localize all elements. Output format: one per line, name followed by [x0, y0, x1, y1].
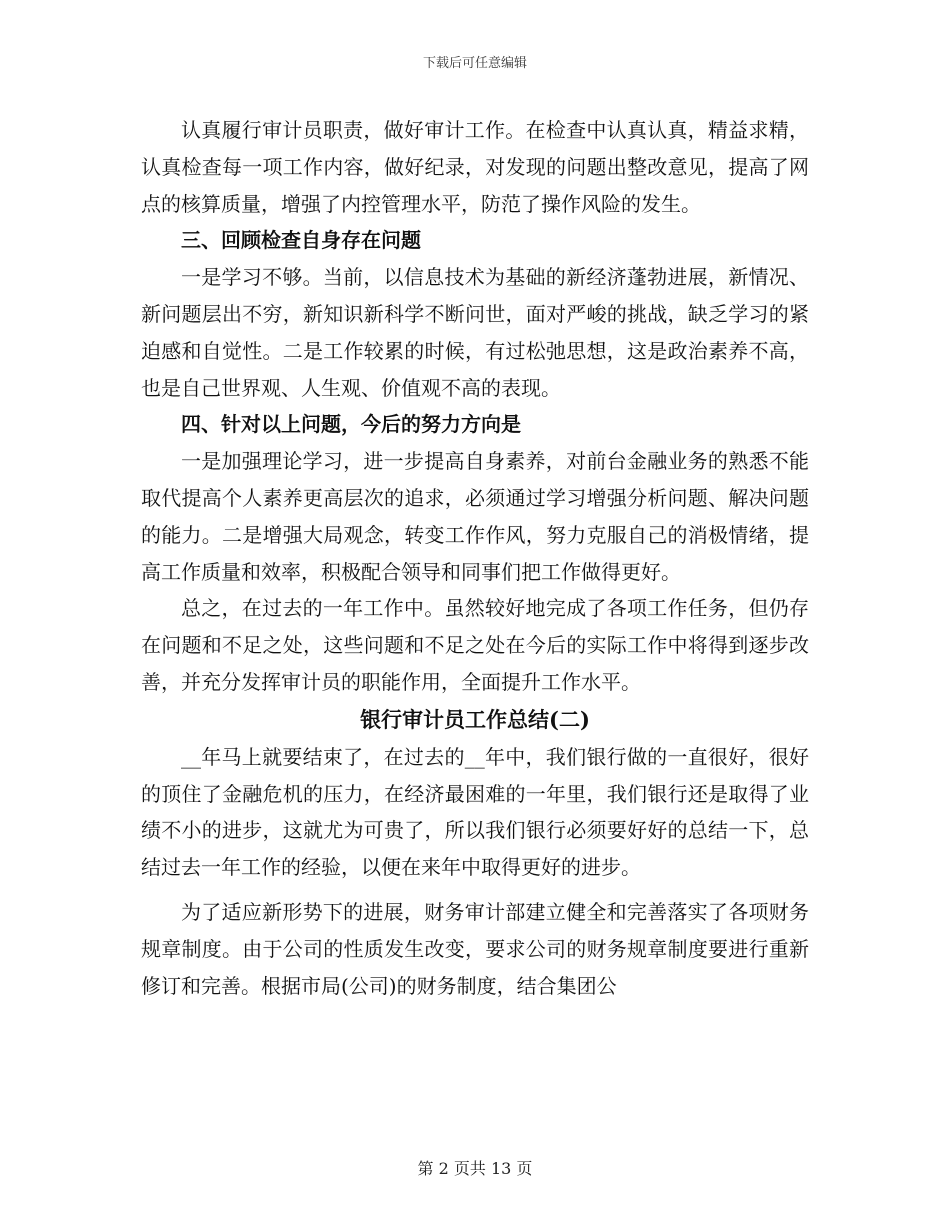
heading-section-3: 三、回顾检查自身存在问题 [181, 228, 421, 253]
page-footer: 第 2 页共 13 页 [417, 1159, 533, 1178]
paragraph-audit-duties: 认真履行审计员职责，做好审计工作。在检查中认真认真，精益求精，认真检查每一项工作内容，做好纪录，对发现的问题出整改意见，提高了网点的核算质量，增强了内控管理水平，防范了操作风险的发生。 [141, 118, 809, 216]
paragraph-improvements: 一是加强理论学习，进一步提高自身素养，对前台金融业务的熟悉不能取代提高个人素养更高层次的追求，必须通过学习增强分析问题、解决问题的能力。二是增强大局观念，转变工作作风，努力克服自己的消极情绪，提高工作质量和效率，积极配合领导和同事们把工作做得更好。 [141, 449, 809, 584]
paragraph-summary: 总之，在过去的一年工作中。虽然较好地完成了各项工作任务，但仍存在问题和不足之处，这些问题和不足之处在今后的实际工作中将得到逐步改善，并充分发挥审计员的职能作用，全面提升工作水平。 [141, 596, 809, 694]
paragraph-year-end: __年马上就要结束了，在过去的__年中，我们银行做的一直很好，很好的顶住了金融危机的压力，在经济最困难的一年里，我们银行还是取得了业绩不小的进步，这就尤为可贵了，所以我们银行必须要好好的总结一下，总结过去一年工作的经验，以便在来年中取得更好的进步。 [141, 744, 809, 880]
document-title-part-2: 银行审计员工作总结(二) [360, 706, 590, 732]
document-body [141, 112, 809, 1004]
page-header: 下载后可任意编辑 [422, 56, 527, 71]
paragraph-problems: 一是学习不够。当前，以信息技术为基础的新经济蓬勃进展，新情况、新问题层出不穷，新知识新科学不断问世，面对严峻的挑战，缺乏学习的紧迫感和自觉性。二是工作较累的时候，有过松弛思想，这是政治素养不高，也是自己世界观、人生观、价值观不高的表现。 [141, 265, 809, 400]
heading-section-4: 四、针对以上问题，今后的努力方向是 [181, 412, 521, 437]
paragraph-finance-rules: 为了适应新形势下的进展，财务审计部建立健全和完善落实了各项财务规章制度。由于公司的性质发生改变，要求公司的财务规章制度要进行重新修订和完善。根据市局(公司)的财务制度，结合集团公 [141, 899, 809, 998]
